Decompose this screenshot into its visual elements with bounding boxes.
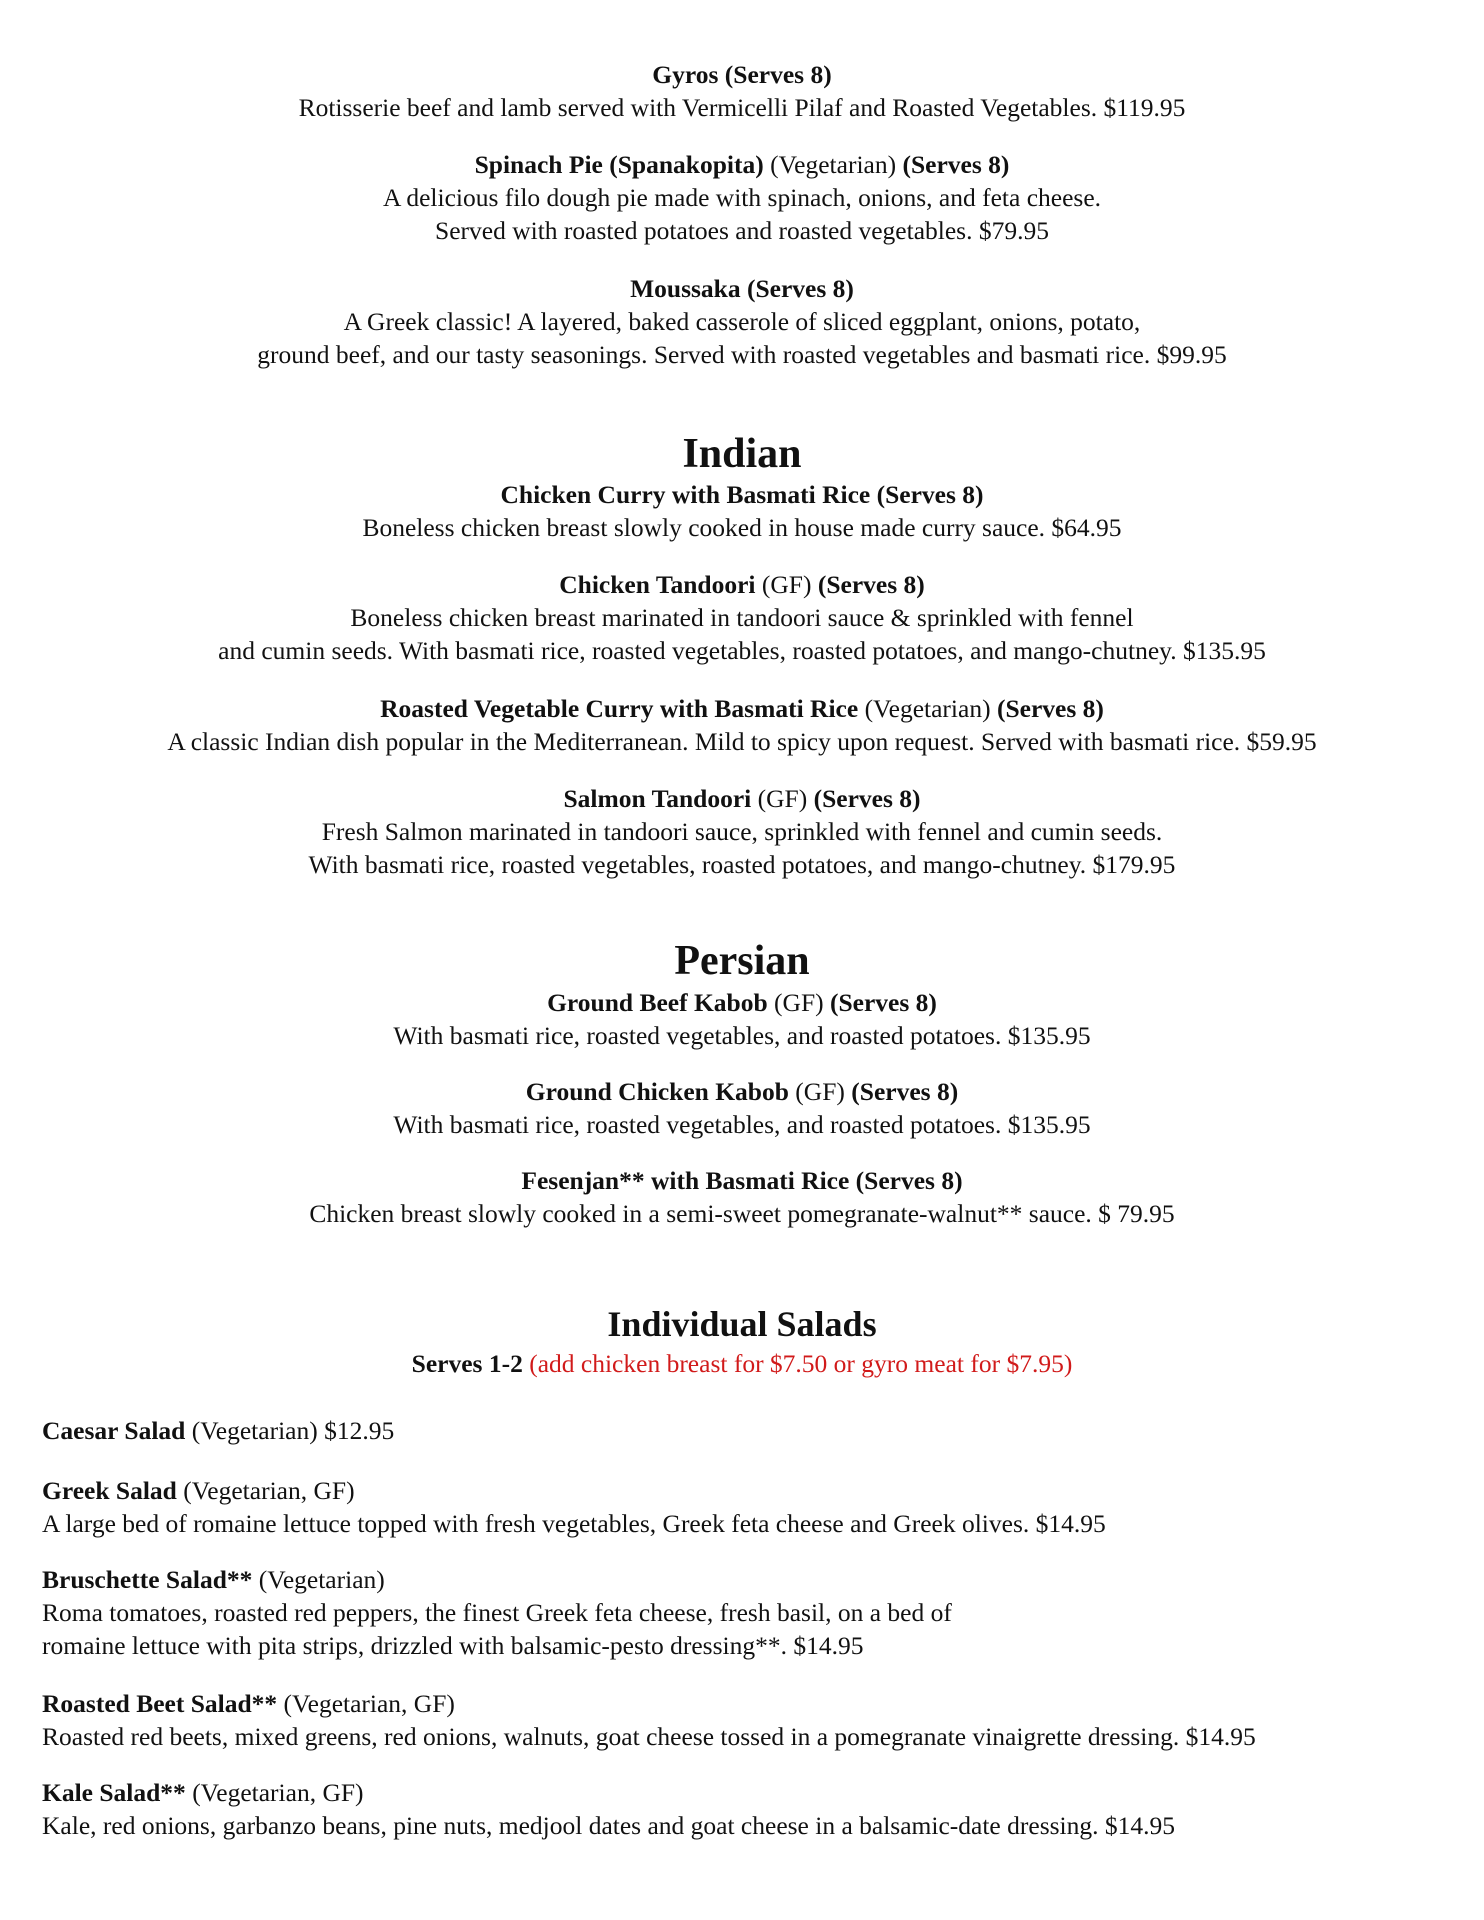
item-serves: (Serves 8) xyxy=(817,570,925,599)
item-description: Boneless chicken breast marinated in tandoori sauce & sprinkled with fennel xyxy=(350,603,1134,632)
indian-item-vegetable-curry xyxy=(0,692,1484,758)
persian-item-chicken-kabob xyxy=(0,1075,1484,1141)
item-description: A large bed of romaine lettuce topped with fresh vegetables, Greek feta cheese and Greek olives. $14.95 xyxy=(42,1509,1106,1538)
salads-addon-note: (add chicken breast for $7.50 or gyro meat for $7.95) xyxy=(529,1349,1073,1378)
item-name: Salmon Tandoori xyxy=(563,784,752,813)
item-name: Chicken Tandoori xyxy=(559,570,756,599)
item-serves: (Serves 8) xyxy=(813,784,921,813)
item-description: With basmati rice, roasted vegetables, and roasted potatoes. $135.95 xyxy=(393,1021,1091,1050)
item-name: Greek Salad xyxy=(42,1476,177,1505)
salad-item-caesar xyxy=(42,1414,1462,1447)
indian-item-chicken-curry xyxy=(0,478,1484,544)
section-title-indian: Indian xyxy=(682,431,802,477)
salads-subtitle xyxy=(0,1347,1484,1380)
salad-item-kale xyxy=(42,1776,1462,1842)
item-description: Roasted red beets, mixed greens, red onions, walnuts, goat cheese tossed in a pomegranate vinaigrette dressing. $14.95 xyxy=(42,1722,1256,1751)
item-name: Ground Beef Kabob xyxy=(547,988,768,1017)
item-tag: (Vegetarian, GF) xyxy=(283,1689,455,1718)
item-name: Spinach Pie (Spanakopita) xyxy=(474,150,764,179)
item-description: Chicken breast slowly cooked in a semi-sweet pomegranate-walnut** sauce. $ 79.95 xyxy=(309,1199,1175,1228)
item-description: A delicious filo dough pie made with spinach, onions, and feta cheese. xyxy=(382,183,1102,212)
item-tag: (GF) xyxy=(795,1077,845,1106)
indian-item-chicken-tandoori xyxy=(0,568,1484,667)
item-description: A Greek classic! A layered, baked casserole of sliced eggplant, onions, potato, xyxy=(343,307,1141,336)
item-description: Served with roasted potatoes and roasted vegetables. $79.95 xyxy=(435,216,1049,245)
salad-item-greek xyxy=(42,1474,1462,1540)
item-tag: (GF) xyxy=(774,988,824,1017)
item-description: With basmati rice, roasted vegetables, and roasted potatoes. $135.95 xyxy=(393,1110,1091,1139)
item-serves: (Serves 8) xyxy=(851,1077,959,1106)
item-name: Roasted Beet Salad** xyxy=(42,1689,278,1718)
item-name: Ground Chicken Kabob xyxy=(525,1077,789,1106)
item-serves: (Serves 8) xyxy=(902,150,1010,179)
greek-item-moussaka xyxy=(0,272,1484,371)
salad-item-roasted-beet xyxy=(42,1687,1462,1753)
item-description: A classic Indian dish popular in the Mediterranean. Mild to spicy upon request. Served with basmati rice. $59.95 xyxy=(167,727,1317,756)
item-description: Rotisserie beef and lamb served with Vermicelli Pilaf and Roasted Vegetables. $119.95 xyxy=(298,93,1186,122)
item-name: Bruschette Salad** xyxy=(42,1565,253,1594)
item-description: and cumin seeds. With basmati rice, roasted vegetables, roasted potatoes, and mango-chutney. $135.95 xyxy=(218,636,1266,665)
item-description: ground beef, and our tasty seasonings. Served with roasted vegetables and basmati rice. $99.95 xyxy=(257,340,1227,369)
item-description: Roma tomatoes, roasted red peppers, the finest Greek feta cheese, fresh basil, on a bed of xyxy=(42,1598,952,1627)
item-tag: (GF) xyxy=(757,784,808,813)
item-description: romaine lettuce with pita strips, drizzled with balsamic-pesto dressing**. $14.95 xyxy=(42,1631,864,1660)
item-name: Moussaka (Serves 8) xyxy=(630,274,854,303)
persian-item-beef-kabob xyxy=(0,986,1484,1052)
greek-item-spinach-pie xyxy=(0,148,1484,247)
item-description: With basmati rice, roasted vegetables, roasted potatoes, and mango-chutney. $179.95 xyxy=(308,850,1176,879)
item-name: Caesar Salad xyxy=(42,1416,186,1445)
salads-serves: Serves 1-2 xyxy=(411,1349,523,1378)
greek-item-gyros xyxy=(0,58,1484,124)
salad-item-bruschette xyxy=(42,1563,1462,1662)
item-tag: (Vegetarian, GF) xyxy=(183,1476,355,1505)
item-tag: (Vegetarian) xyxy=(864,694,991,723)
item-name: Fesenjan** with Basmati Rice (Serves 8) xyxy=(521,1166,963,1195)
item-name: Kale Salad** xyxy=(42,1778,186,1807)
item-serves: (Serves 8) xyxy=(830,988,937,1017)
item-name: Gyros (Serves 8) xyxy=(652,60,832,89)
item-tag: (Vegetarian) xyxy=(770,150,897,179)
item-tag: (Vegetarian) xyxy=(258,1565,385,1594)
item-description: Kale, red onions, garbanzo beans, pine nuts, medjool dates and goat cheese in a balsamic-date dressing. $14.95 xyxy=(42,1811,1175,1840)
item-tag: (Vegetarian) $12.95 xyxy=(191,1416,395,1445)
indian-item-salmon-tandoori xyxy=(0,782,1484,881)
section-title-persian: Persian xyxy=(674,938,810,984)
item-description: Boneless chicken breast slowly cooked in house made curry sauce. $64.95 xyxy=(362,513,1122,542)
item-name: Roasted Vegetable Curry with Basmati Rice xyxy=(380,694,859,723)
item-tag: (Vegetarian, GF) xyxy=(192,1778,364,1807)
section-title-salads: Individual Salads xyxy=(607,1304,877,1344)
item-tag: (GF) xyxy=(761,570,812,599)
item-name: Chicken Curry with Basmati Rice (Serves 8) xyxy=(500,480,984,509)
persian-item-fesenjan xyxy=(0,1164,1484,1230)
item-description: Fresh Salmon marinated in tandoori sauce, sprinkled with fennel and cumin seeds. xyxy=(321,817,1163,846)
item-serves: (Serves 8) xyxy=(996,694,1104,723)
